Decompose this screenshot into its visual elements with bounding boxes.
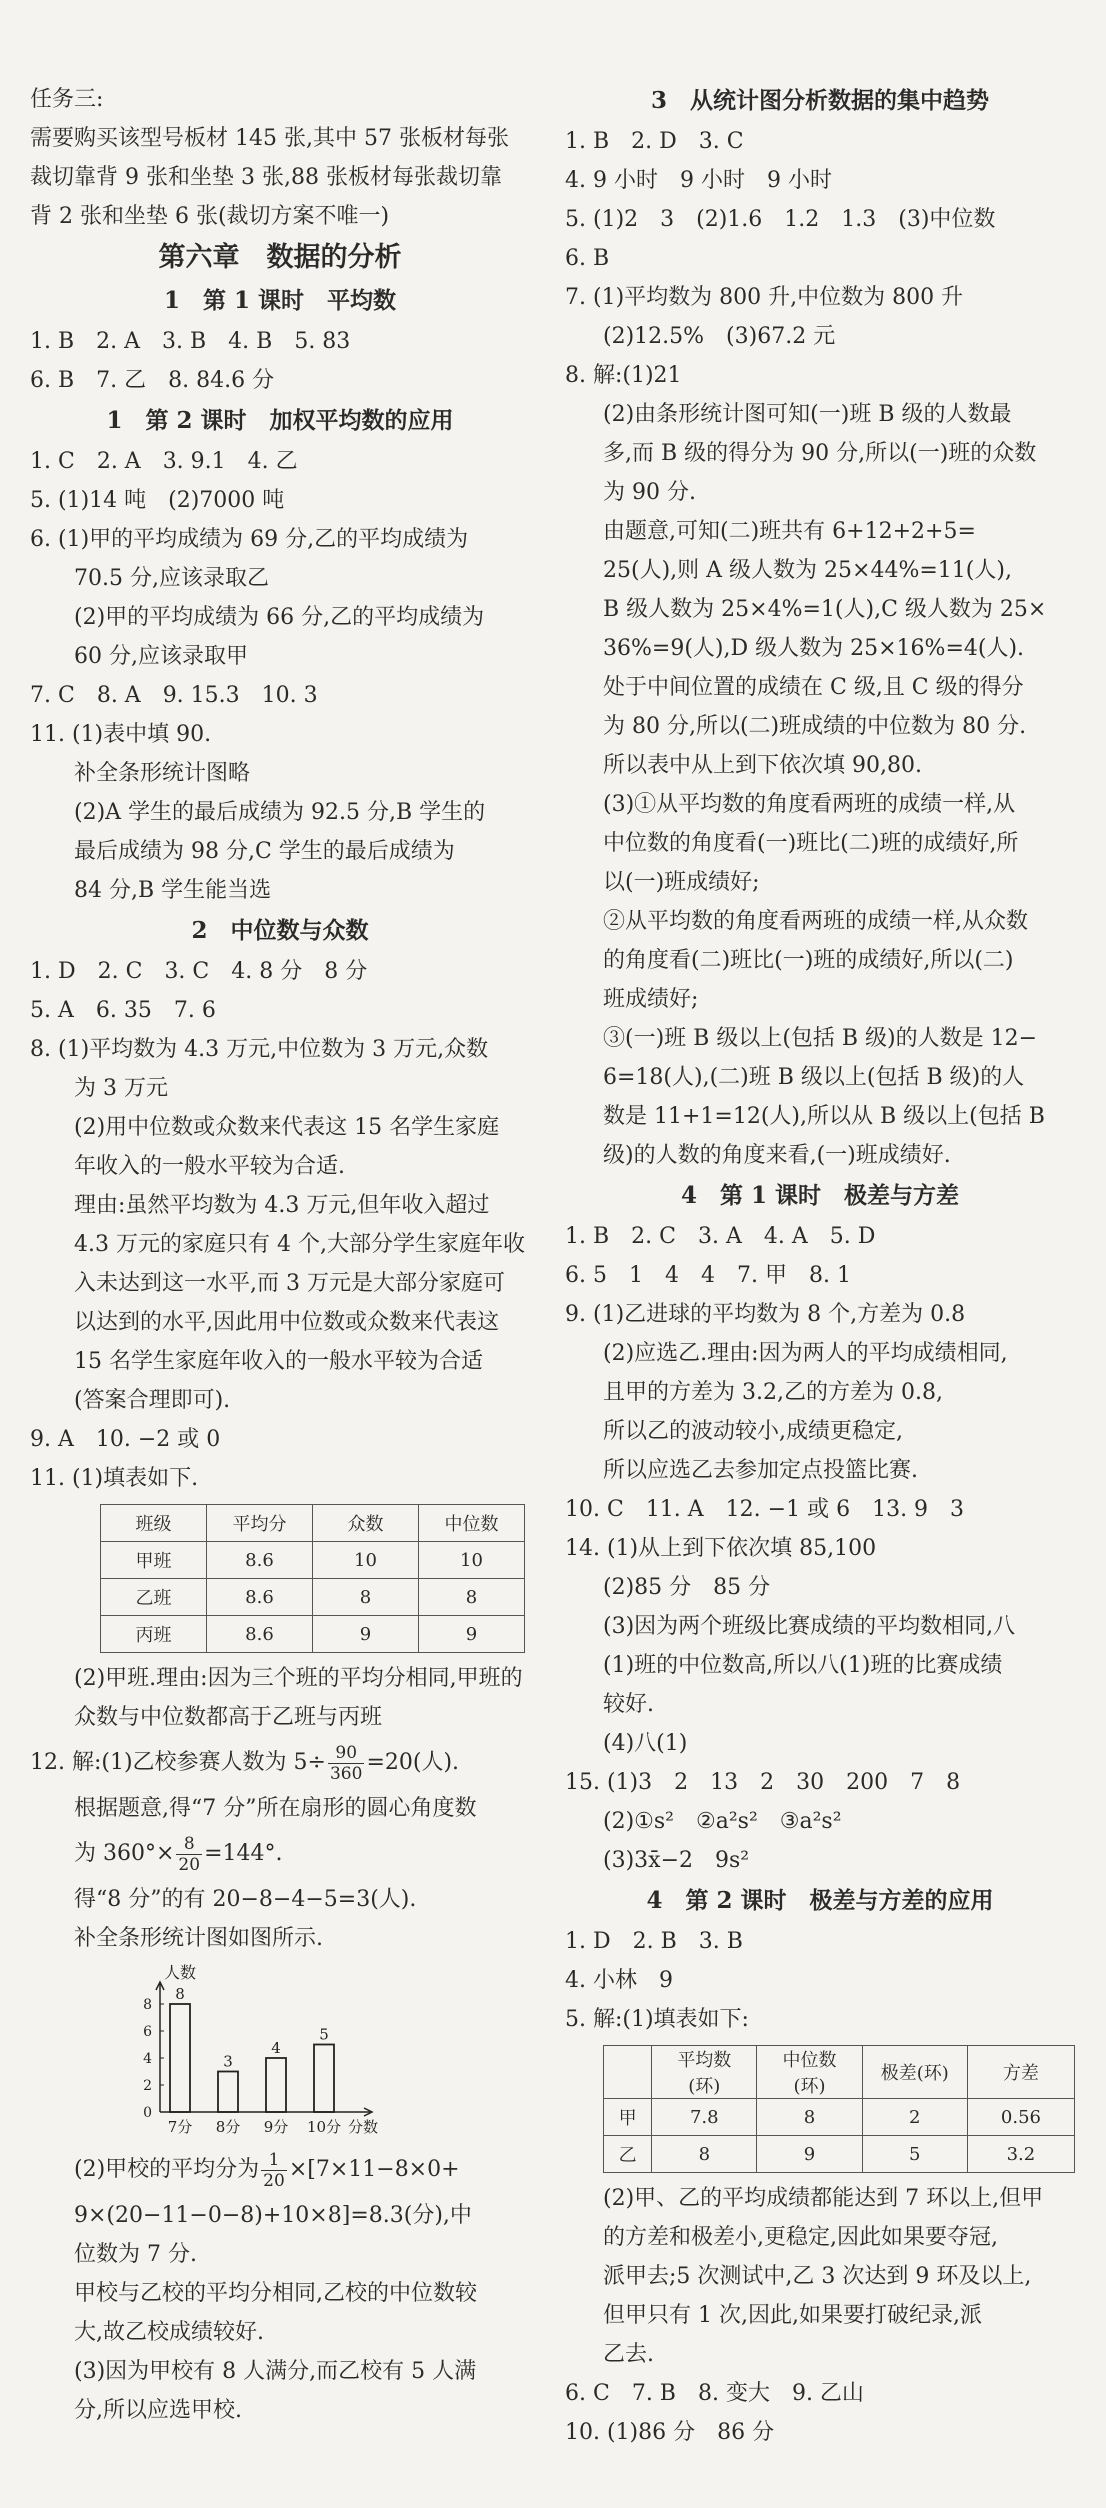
answer-line: 6. (1)甲的平均成绩为 69 分,乙的平均成绩为: [30, 527, 469, 552]
table-header-row: [101, 1505, 525, 1542]
answer-line: 4.3 万元的家庭只有 4 个,大部分学生家庭年收: [74, 1232, 525, 1257]
table-cell: 8.6: [207, 1542, 313, 1579]
bar: [266, 2058, 286, 2112]
answer-line: 7. C 8. A 9. 15.3 10. 3: [30, 683, 318, 708]
text-line: 裁切靠背 9 张和坐垫 3 张,88 张板材每张裁切靠: [30, 165, 502, 190]
text-span: ×[7×11−8×0+: [288, 2157, 460, 2182]
table-cell: 平均分: [207, 1505, 313, 1542]
answer-line: 36%=9(人),D 级人数为 25×16%=4(人).: [603, 636, 1025, 661]
chapter-title: 第六章 数据的分析: [158, 242, 402, 273]
answer-line: 由题意,可知(二)班共有 6+12+2+5=: [603, 519, 976, 544]
answer-line: 9×(20−11−0−8)+10×8]=8.3(分),中: [74, 2203, 472, 2228]
answer-line: 中位数的角度看(一)班比(二)班的成绩好,所: [603, 831, 1019, 856]
bar-data-label: 5: [319, 2025, 329, 2044]
answer-line: 84 分,B 学生能当选: [74, 878, 272, 903]
answer-line: (2)甲的平均成绩为 66 分,乙的平均成绩为: [74, 605, 485, 630]
fraction-denominator: 360: [329, 1763, 363, 1784]
shooting-stats-table: [603, 2045, 1075, 2173]
right-column: [565, 80, 1075, 2452]
answer-line: 的角度看(二)班比(一)班的成绩好,所以(二): [603, 948, 1014, 973]
section-title: 1 第 1 课时 平均数: [163, 287, 397, 314]
fraction-denominator: 20: [263, 2170, 285, 2191]
table-row: [101, 1616, 525, 1653]
score-bar-chart: [120, 1962, 400, 2140]
section-title: 3 从统计图分析数据的集中趋势: [650, 87, 989, 114]
table-cell: [604, 2046, 652, 2099]
text-span: =144°.: [204, 1841, 283, 1866]
text-span: 为 360°×: [74, 1841, 175, 1866]
table-cell: 乙班: [101, 1579, 207, 1616]
x-axis-label: 分数: [347, 2118, 378, 2136]
table-cell: 乙: [604, 2136, 652, 2173]
answer-line: 理由:虽然平均数为 4.3 万元,但年收入超过: [74, 1193, 490, 1218]
answer-line: 但甲只有 1 次,因此,如果要打破纪录,派: [603, 2303, 982, 2328]
answer-line: 入未达到这一水平,而 3 万元是大部分家庭可: [74, 1271, 505, 1296]
table-cell: 8: [652, 2136, 757, 2173]
bar: [170, 2004, 190, 2112]
fraction: [176, 1834, 202, 1875]
answer-line: 11. (1)填表如下.: [30, 1466, 199, 1491]
answer-line: (2)甲班.理由:因为三个班的平均分相同,甲班的: [74, 1666, 523, 1691]
bar-data-label: 4: [271, 2039, 281, 2057]
answer-line: 处于中间位置的成绩在 C 级,且 C 级的得分: [603, 675, 1024, 700]
table-cell: 5: [862, 2136, 967, 2173]
answer-line: 6. B: [565, 246, 610, 271]
x-tick-label: 8分: [215, 2118, 241, 2136]
fraction-denominator: 20: [178, 1854, 201, 1875]
table-cell: 班级: [101, 1505, 207, 1542]
answer-line-with-fraction: [30, 1828, 530, 1880]
answer-line: 5. (1)2 3 (2)1.6 1.2 1.3 (3)中位数: [565, 207, 996, 232]
answer-line: 1. B 2. A 3. B 4. B 5. 83: [30, 329, 351, 354]
section-title: 1 第 2 课时 加权平均数的应用: [106, 407, 454, 434]
answer-line: (2)由条形统计图可知(一)班 B 级的人数最: [603, 402, 1012, 427]
answer-line: (3)因为两个班级比赛成绩的平均数相同,八: [603, 1614, 1016, 1639]
answer-line: (2)A 学生的最后成绩为 92.5 分,B 学生的: [74, 800, 486, 825]
answer-line: 根据题意,得“7 分”所在扇形的圆心角度数: [74, 1796, 477, 1821]
table-cell: 8.6: [207, 1616, 313, 1653]
text-span: 12. 解:(1)乙校参赛人数为 5÷: [30, 1750, 326, 1775]
answer-line: 班成绩好;: [603, 987, 699, 1012]
answer-line: 最后成绩为 98 分,C 学生的最后成绩为: [74, 839, 455, 864]
answer-line: 补全条形统计图如图所示.: [74, 1926, 323, 1951]
section-title: 2 中位数与众数: [191, 917, 369, 944]
text-line: 背 2 张和坐垫 6 张(裁切方案不唯一): [30, 204, 390, 229]
answer-line: 8. (1)平均数为 4.3 万元,中位数为 3 万元,众数: [30, 1037, 489, 1062]
answer-line: (2)85 分 85 分: [603, 1575, 771, 1600]
x-tick-label: 10分: [306, 2118, 342, 2136]
answer-line: 乙去.: [603, 2342, 654, 2367]
answer-line: 6. C 7. B 8. 变大 9. 乙山: [565, 2381, 864, 2406]
answer-line: 8. 解:(1)21: [565, 363, 682, 388]
answer-line: ②从平均数的角度看两班的成绩一样,从众数: [603, 909, 1028, 934]
fraction: [328, 1743, 364, 1784]
x-tick-label: 9分: [263, 2118, 289, 2136]
answer-line: 10. C 11. A 12. −1 或 6 13. 9 3: [565, 1497, 965, 1522]
table-cell: 9: [757, 2136, 862, 2173]
table-cell: 10: [313, 1542, 419, 1579]
table-cell: 3.2: [967, 2136, 1074, 2173]
answer-line: 以(一)班成绩好;: [603, 870, 760, 895]
fraction-numerator: 8: [176, 1834, 202, 1855]
answer-line: 甲校与乙校的平均分相同,乙校的中位数较: [74, 2281, 477, 2306]
table-cell: 9: [419, 1616, 525, 1653]
answer-line: 6. B 7. 乙 8. 84.6 分: [30, 368, 275, 393]
table-cell: 8: [419, 1579, 525, 1616]
answer-line: 5. A 6. 35 7. 6: [30, 998, 216, 1023]
y-tick-label: 6: [143, 2024, 152, 2040]
bar: [218, 2072, 238, 2113]
table-cell: 众数: [313, 1505, 419, 1542]
answer-line: 为 3 万元: [74, 1076, 168, 1101]
table-cell: 甲班: [101, 1542, 207, 1579]
answer-line: 5. 解:(1)填表如下:: [565, 2007, 749, 2032]
y-tick-label: 0: [143, 2105, 152, 2121]
bar: [314, 2045, 334, 2113]
answer-line: 的方差和极差小,更稳定,因此如果要夺冠,: [603, 2225, 998, 2250]
table-row: [101, 1579, 525, 1616]
answer-line: 较好.: [603, 1692, 654, 1717]
answer-line: (4)八(1): [603, 1731, 688, 1756]
answer-line: (1)班的中位数高,所以八(1)班的比赛成绩: [603, 1653, 1003, 1678]
answer-line: 大,故乙校成绩较好.: [74, 2320, 264, 2345]
task3-label: 任务三:: [30, 87, 104, 112]
answer-line: 6. 5 1 4 4 7. 甲 8. 1: [565, 1263, 851, 1288]
table-cell: 8.6: [207, 1579, 313, 1616]
text-line: 需要购买该型号板材 145 张,其中 57 张板材每张: [30, 126, 509, 151]
answer-line: 14. (1)从上到下依次填 85,100: [565, 1536, 877, 1561]
y-tick-label: 2: [143, 2078, 152, 2094]
section-title: 4 第 1 课时 极差与方差: [680, 1182, 960, 1209]
answer-line: 1. D 2. B 3. B: [565, 1929, 743, 1954]
answer-line: 分,所以应选甲校.: [74, 2398, 242, 2423]
answer-line: 所以乙的波动较小,成绩更稳定,: [603, 1419, 903, 1444]
table-cell: 方差: [967, 2046, 1074, 2099]
answer-line: 派甲去;5 次测试中,乙 3 次达到 9 环及以上,: [603, 2264, 1032, 2289]
answer-line: 70.5 分,应该录取乙: [74, 566, 269, 591]
answer-line: (2)甲、乙的平均成绩都能达到 7 环以上,但甲: [603, 2186, 1044, 2211]
answer-line: 以达到的水平,因此用中位数或众数来代表这: [74, 1310, 499, 1335]
answer-line: (2)①s² ②a²s² ③a²s²: [603, 1809, 842, 1834]
answer-line: (答案合理即可).: [74, 1388, 231, 1413]
x-tick-label: 7分: [167, 2118, 193, 2136]
answer-line: 25(人),则 A 级人数为 25×44%=11(人),: [603, 558, 1012, 583]
answer-line: (2)应选乙.理由:因为两人的平均成绩相同,: [603, 1341, 1008, 1366]
class-scores-table: [100, 1504, 525, 1653]
table-cell: 8: [313, 1579, 419, 1616]
answer-line: 7. (1)平均数为 800 升,中位数为 800 升: [565, 285, 964, 310]
table-cell: 8: [757, 2099, 862, 2136]
y-axis-label: 人数: [164, 1963, 197, 1982]
answer-line: 为 80 分,所以(二)班成绩的中位数为 80 分.: [603, 714, 1027, 739]
answer-line: 补全条形统计图略: [74, 761, 251, 786]
answer-line: 4. 小林 9: [565, 1968, 673, 1993]
table-cell: 10: [419, 1542, 525, 1579]
answer-line: 5. (1)14 吨 (2)7000 吨: [30, 488, 285, 513]
answer-line-with-fraction: [30, 2144, 530, 2196]
y-tick-label: 4: [143, 2051, 152, 2067]
answer-line: 级)的人数的角度来看,(一)班成绩好.: [603, 1143, 951, 1168]
table-cell: 平均数(环): [652, 2046, 757, 2099]
table-cell: 甲: [604, 2099, 652, 2136]
answer-line: 1. C 2. A 3. 9.1 4. 乙: [30, 449, 298, 474]
answer-line: 4. 9 小时 9 小时 9 小时: [565, 168, 832, 193]
answer-line: 1. B 2. C 3. A 4. A 5. D: [565, 1224, 876, 1249]
answer-line: 15. (1)3 2 13 2 30 200 7 8: [565, 1770, 961, 1795]
table-row: [604, 2136, 1075, 2173]
answer-line: 所以应选乙去参加定点投篮比赛.: [603, 1458, 918, 1483]
table-cell: 中位数(环): [757, 2046, 862, 2099]
answer-line: ③(一)班 B 级以上(包括 B 级)的人数是 12−: [603, 1026, 1038, 1051]
bar-data-label: 8: [175, 1985, 185, 2003]
text-span: =20(人).: [366, 1750, 460, 1775]
answer-line: 所以表中从上到下依次填 90,80.: [603, 753, 922, 778]
answer-line: 9. A 10. −2 或 0: [30, 1427, 221, 1452]
table-cell: 极差(环): [862, 2046, 967, 2099]
fraction-numerator: 90: [328, 1743, 364, 1764]
answer-line: 为 90 分.: [603, 480, 696, 505]
answer-line: 众数与中位数都高于乙班与丙班: [74, 1705, 383, 1730]
table-cell: 2: [862, 2099, 967, 2136]
table-header-row: [604, 2046, 1075, 2099]
fraction-numerator: 1: [261, 2150, 287, 2171]
table-cell: 7.8: [652, 2099, 757, 2136]
answer-line: 15 名学生家庭年收入的一般水平较为合适: [74, 1349, 483, 1374]
answer-line: (3)因为甲校有 8 人满分,而乙校有 5 人满: [74, 2359, 477, 2384]
bar-data-label: 3: [223, 2052, 233, 2071]
answer-line: 60 分,应该录取甲: [74, 644, 248, 669]
answer-line: (3)3x̄−2 9s²: [603, 1848, 750, 1873]
answer-line: 6=18(人),(二)班 B 级以上(包括 B 级)的人: [603, 1065, 1025, 1090]
answer-line: (3)①从平均数的角度看两班的成绩一样,从: [603, 792, 1016, 817]
answer-line: 年收入的一般水平较为合适.: [74, 1154, 345, 1179]
table-cell: 9: [313, 1616, 419, 1653]
y-tick-label: 8: [143, 1997, 152, 2013]
answer-line: 且甲的方差为 3.2,乙的方差为 0.8,: [603, 1380, 943, 1405]
section-title: 4 第 2 课时 极差与方差的应用: [646, 1887, 994, 1914]
table-cell: 0.56: [967, 2099, 1074, 2136]
answer-line: 1. B 2. D 3. C: [565, 129, 744, 154]
answer-line: 9. (1)乙进球的平均数为 8 个,方差为 0.8: [565, 1302, 966, 1327]
answer-line: 10. (1)86 分 86 分: [565, 2420, 775, 2445]
text-span: (2)甲校的平均分为: [74, 2157, 260, 2182]
answer-line: B 级人数为 25×4%=1(人),C 级人数为 25×: [603, 597, 1047, 622]
answer-line-with-fraction: [30, 1737, 530, 1789]
table-row: [604, 2099, 1075, 2136]
answer-line: 多,而 B 级的得分为 90 分,所以(一)班的众数: [603, 441, 1037, 466]
table-cell: 丙班: [101, 1616, 207, 1653]
left-column: [30, 80, 530, 2430]
answer-line: 数是 11+1=12(人),所以从 B 级以上(包括 B: [603, 1104, 1045, 1129]
answer-line: 得“8 分”的有 20−8−4−5=3(人).: [74, 1887, 417, 1912]
fraction: [261, 2150, 287, 2191]
table-row: [101, 1542, 525, 1579]
answer-line: 1. D 2. C 3. C 4. 8 分 8 分: [30, 959, 368, 984]
answer-line: (2)用中位数或众数来代表这 15 名学生家庭: [74, 1115, 500, 1140]
answer-line: (2)12.5% (3)67.2 元: [603, 324, 836, 349]
table-cell: 中位数: [419, 1505, 525, 1542]
answer-line: 11. (1)表中填 90.: [30, 722, 212, 747]
answer-line: 位数为 7 分.: [74, 2242, 197, 2267]
